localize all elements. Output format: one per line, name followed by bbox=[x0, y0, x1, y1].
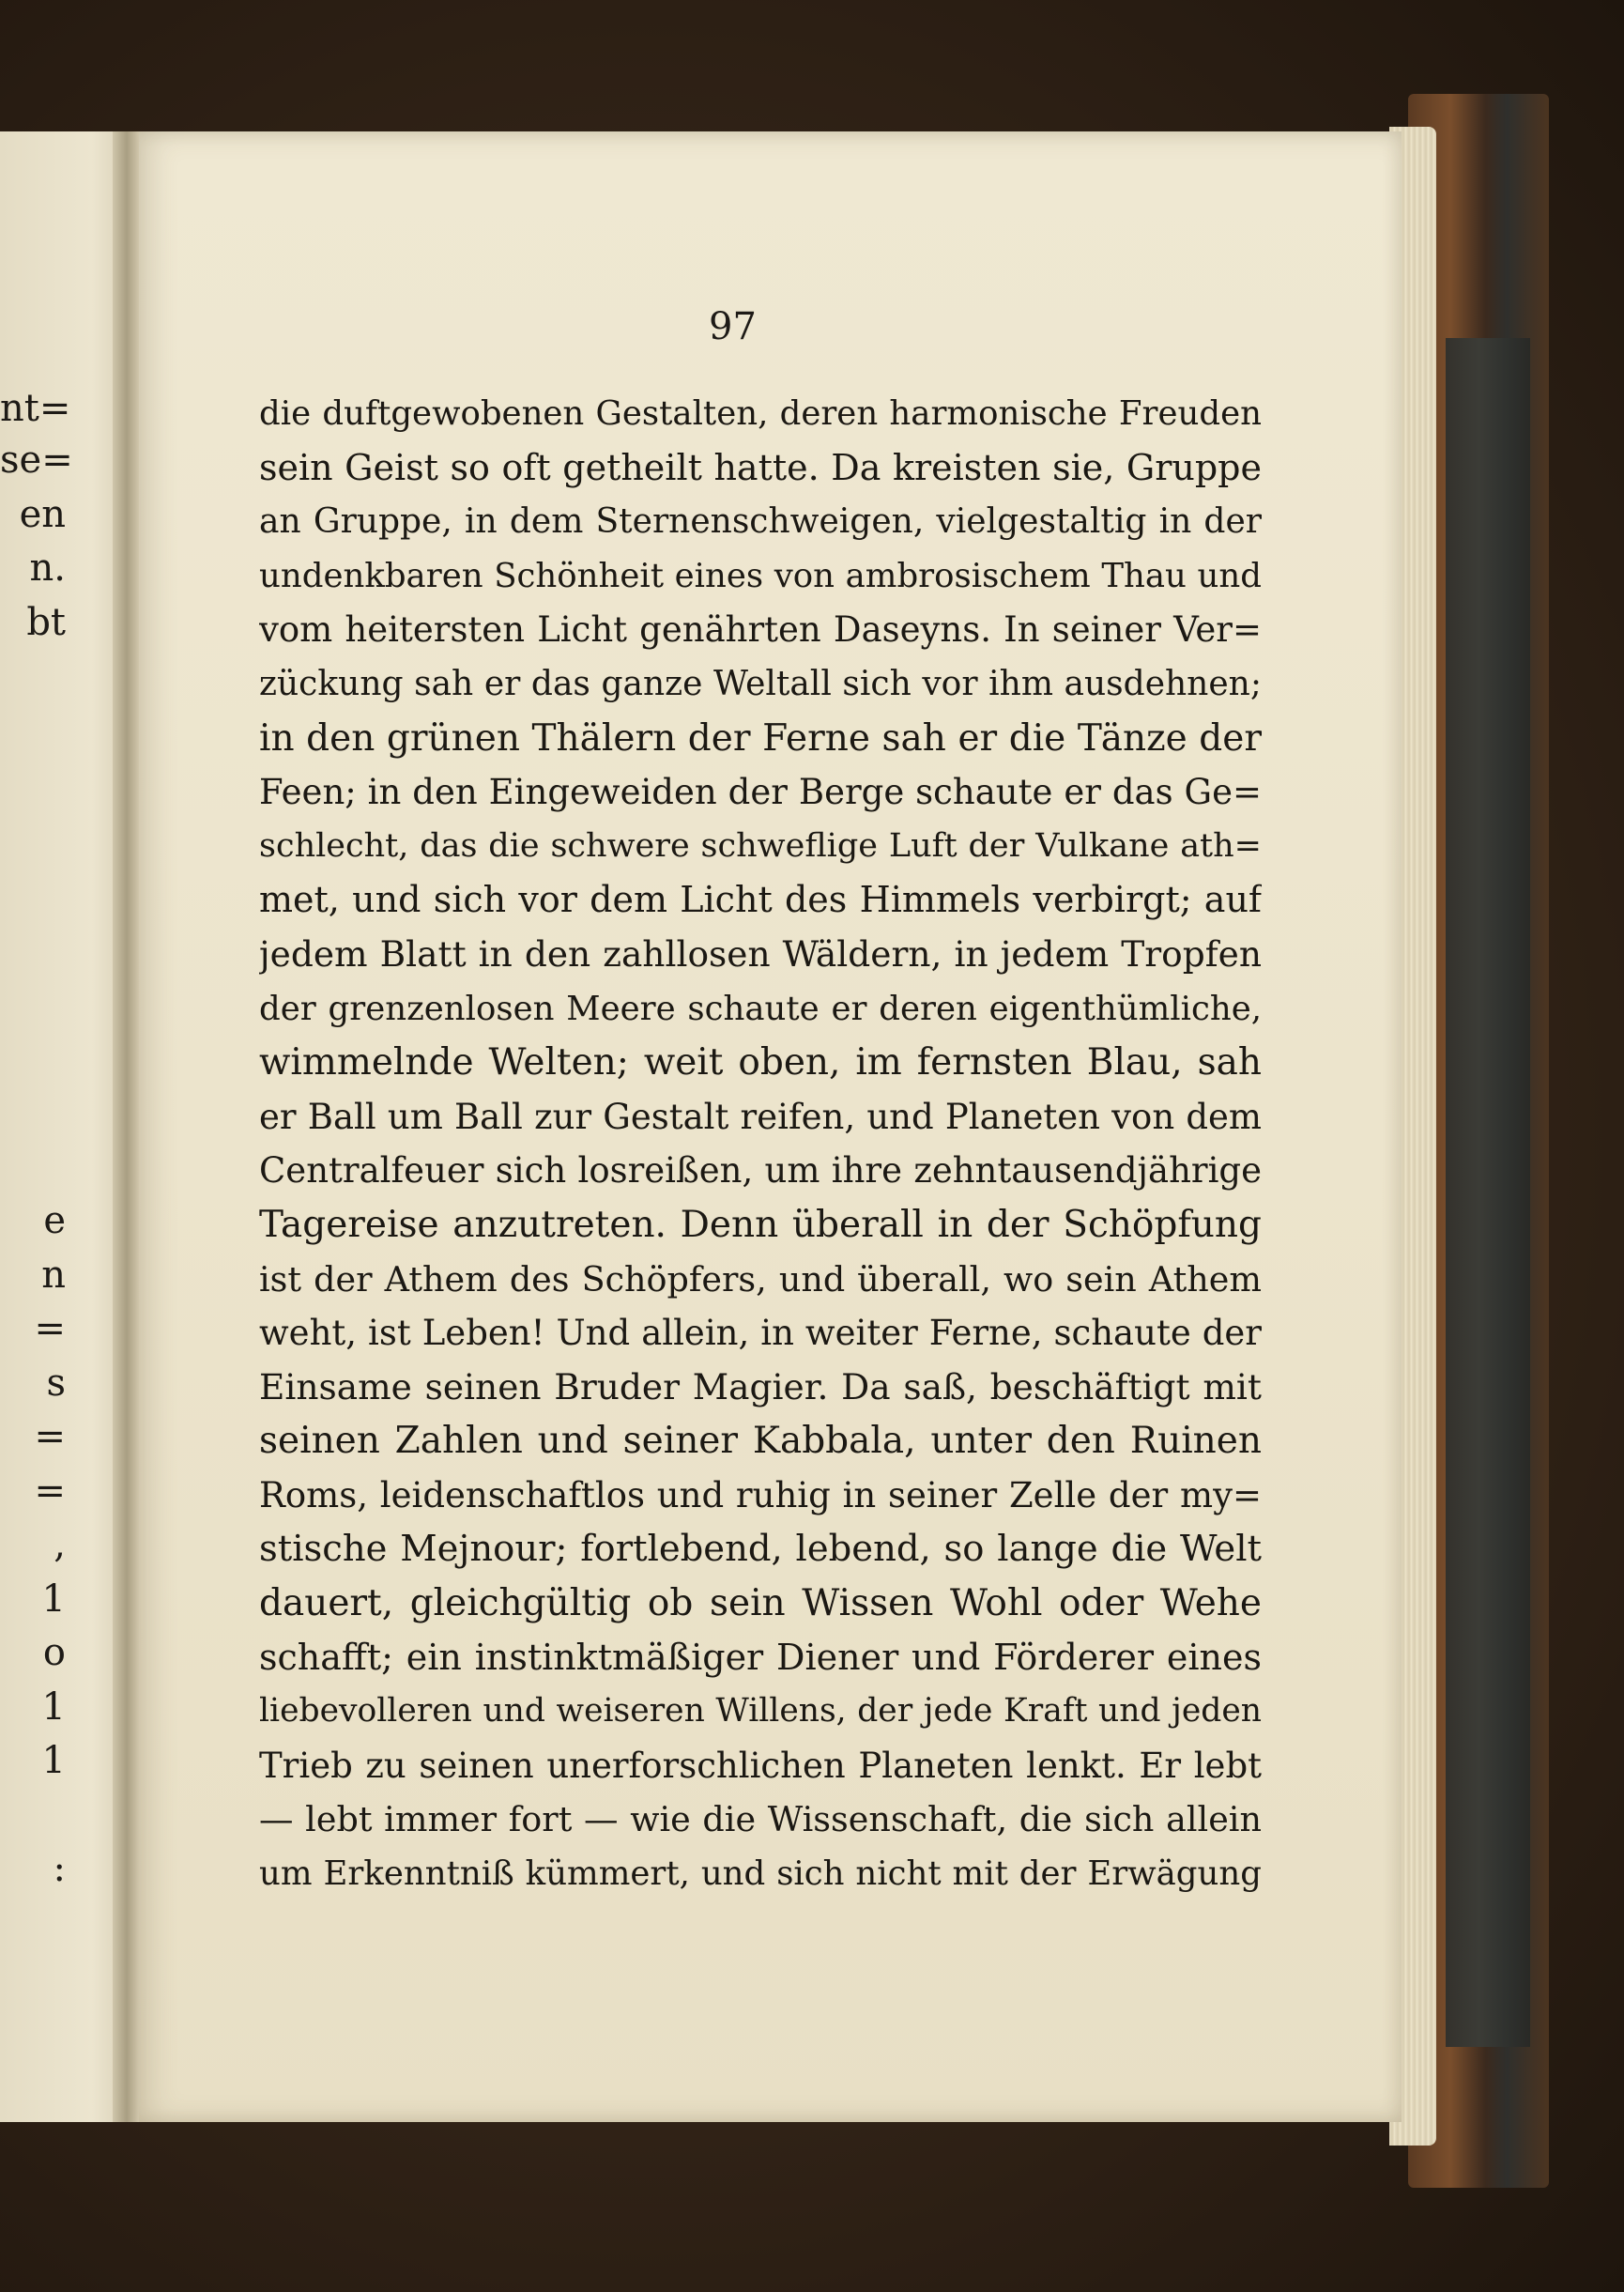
text-line: schlecht, das die schwere schweflige Luft der Vulkane ath= bbox=[259, 826, 1262, 865]
book-gutter bbox=[113, 131, 141, 2122]
left-fragment: = bbox=[34, 1307, 66, 1350]
left-fragment: bt bbox=[26, 601, 66, 644]
text-line: Roms, leidenschaftlos und ruhig in seiner Zelle der my= bbox=[259, 1474, 1262, 1515]
text-line: liebevolleren und weiseren Willens, der jede Kraft und jeden bbox=[259, 1692, 1262, 1731]
text-line: Trieb zu seinen unerforschlichen Planeten lenkt. Er lebt bbox=[259, 1745, 1262, 1786]
left-fragment: 1 bbox=[41, 1577, 66, 1621]
text-line: Tagereise anzutreten. Denn überall in der Schöpfung bbox=[259, 1203, 1262, 1246]
text-line: Einsame seinen Bruder Magier. Da saß, beschäftigt mit bbox=[259, 1365, 1262, 1408]
left-fragment: : bbox=[53, 1847, 66, 1890]
page-text bbox=[259, 387, 1262, 1901]
text-line: jedem Blatt in den zahllosen Wäldern, in jedem Tropfen bbox=[259, 932, 1262, 975]
page-number: 97 bbox=[709, 305, 757, 348]
left-fragment: = bbox=[34, 1469, 66, 1513]
text-line: Centralfeuer sich losreißen, um ihre zehntausendjährige bbox=[259, 1150, 1262, 1192]
left-fragment: n. bbox=[29, 546, 66, 590]
left-page bbox=[0, 131, 131, 2122]
left-fragment: en bbox=[19, 493, 66, 536]
text-line: wimmelnde Welten; weit oben, im fernsten Blau, sah bbox=[259, 1041, 1262, 1084]
text-line: in den grünen Thälern der Ferne sah er die Tänze der bbox=[259, 716, 1262, 760]
text-line: an Gruppe, in dem Sternenschweigen, vielgestaltig in der bbox=[259, 502, 1262, 542]
text-line: er Ball um Ball zur Gestalt reifen, und Planeten von dem bbox=[259, 1096, 1262, 1137]
text-line: met, und sich vor dem Licht des Himmels verbirgt; auf bbox=[259, 879, 1262, 921]
text-line: dauert, gleichgültig ob sein Wissen Wohl oder Wehe bbox=[259, 1582, 1262, 1625]
left-fragment: se= bbox=[0, 438, 73, 482]
text-line: zückung sah er das ganze Weltall sich vor ihm ausdehnen; bbox=[259, 664, 1262, 703]
text-line: — lebt immer fort — wie die Wissenschaft, die sich allein bbox=[259, 1799, 1262, 1840]
book-page bbox=[139, 131, 1402, 2122]
left-fragment: e bbox=[43, 1199, 66, 1242]
text-line: seinen Zahlen und seiner Kabbala, unter den Ruinen bbox=[259, 1420, 1262, 1463]
left-fragment: nt= bbox=[0, 387, 71, 430]
left-fragment: 1 bbox=[41, 1685, 66, 1729]
text-line: vom heitersten Licht genährten Daseyns. In seiner Ver= bbox=[259, 609, 1262, 651]
text-line: schafft; ein instinktmäßiger Diener und Förderer eines bbox=[259, 1636, 1262, 1678]
text-line: sein Geist so oft getheilt hatte. Da kreisten sie, Gruppe bbox=[259, 446, 1262, 488]
text-line: der grenzenlosen Meere schaute er deren eigenthümliche, bbox=[259, 989, 1262, 1028]
cover-band bbox=[1446, 338, 1530, 2047]
text-line: die duftgewobenen Gestalten, deren harmonische Freuden bbox=[259, 394, 1262, 433]
text-line: stische Mejnour; fortlebend, lebend, so lange die Welt bbox=[259, 1528, 1262, 1571]
left-fragment: o bbox=[42, 1631, 66, 1674]
left-fragment: = bbox=[34, 1415, 66, 1458]
text-line: Feen; in den Eingeweiden der Berge schaute er das Ge= bbox=[259, 772, 1262, 813]
left-fragment: 1 bbox=[41, 1739, 66, 1782]
text-line: undenkbaren Schönheit eines von ambrosischem Thau und bbox=[259, 556, 1262, 595]
text-line: ist der Athem des Schöpfers, und überall, wo sein Athem bbox=[259, 1258, 1262, 1300]
left-fragment: , bbox=[54, 1523, 66, 1566]
left-fragment: n bbox=[41, 1254, 66, 1297]
text-line: um Erkenntniß kümmert, und sich nicht mit der Erwägung bbox=[259, 1854, 1262, 1894]
left-fragment: s bbox=[46, 1361, 66, 1405]
text-line: weht, ist Leben! Und allein, in weiter Ferne, schaute der bbox=[259, 1313, 1262, 1354]
